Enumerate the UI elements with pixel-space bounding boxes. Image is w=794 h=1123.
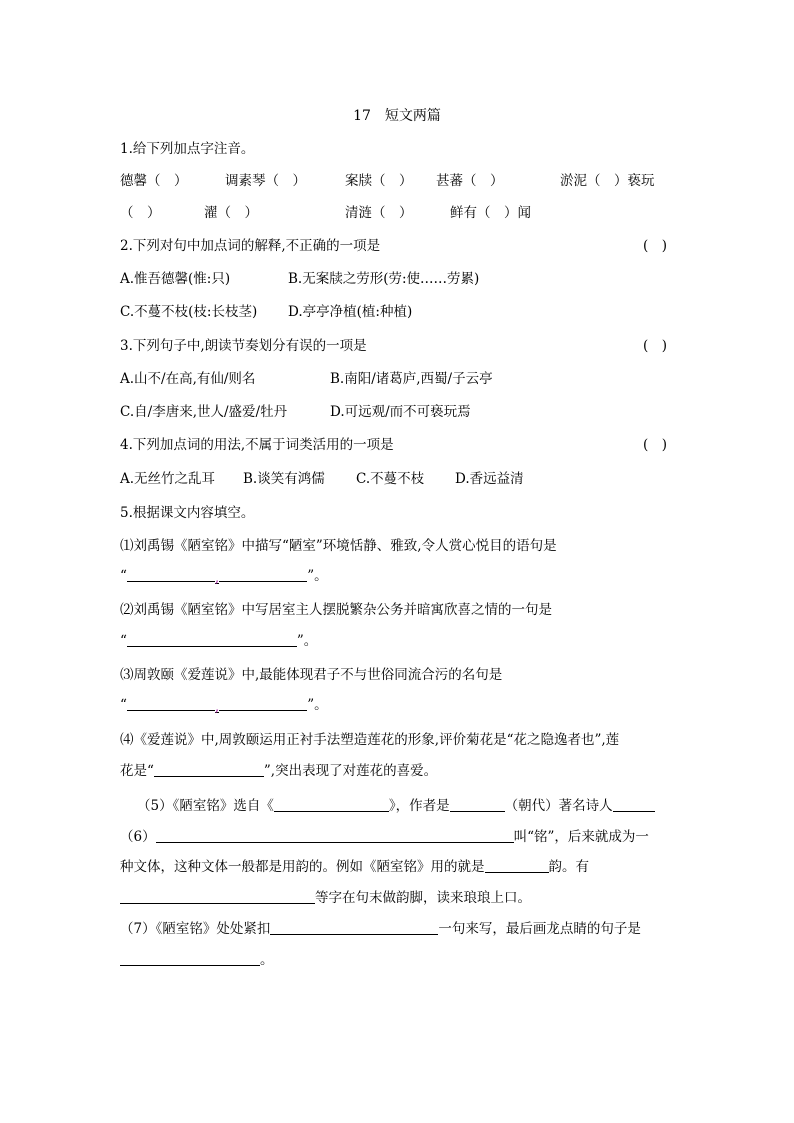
blank-line[interactable]	[154, 762, 264, 777]
blank-line[interactable]	[127, 567, 215, 582]
sub7-part-c: 。	[260, 952, 274, 968]
q3-option-c: C.自/李唐来,世人/盛爱/牡丹	[120, 404, 288, 420]
open-quote: “	[120, 697, 127, 713]
open-quote: “	[120, 633, 127, 649]
q2-option-a: A.惟吾德馨(惟:只)	[120, 271, 231, 287]
q1-stem: 1.给下列加点字注音。	[120, 141, 255, 157]
sub6-part-d: 韵。有	[548, 859, 589, 875]
q1-item-shenfan: 甚蕃（ ）	[436, 173, 504, 189]
q3-stem: 3.下列句子中,朗读节奏划分有误的一项是	[120, 338, 367, 354]
q1-item-dexin: 德馨（ ）	[120, 173, 188, 189]
blank-line[interactable]	[156, 828, 514, 843]
q4-option-c: C.不蔓不枝	[356, 471, 425, 487]
blank-line[interactable]	[219, 696, 307, 711]
q3-option-b: B.南阳/诸葛庐,西蜀/子云亭	[330, 371, 493, 387]
q5-sub6-line3	[120, 889, 531, 907]
sub4-suffix: ”,突出表现了对莲花的喜爱。	[263, 763, 438, 779]
open-quote: “	[120, 568, 127, 584]
q5-sub6-line2	[120, 858, 589, 876]
q5-sub1-answer-line	[120, 567, 328, 585]
close-quote: ”。	[307, 697, 328, 713]
q3-answer-mark: ( )	[643, 338, 668, 354]
close-quote: ”。	[296, 633, 318, 649]
blank-line[interactable]	[127, 696, 215, 711]
sub7-part-b: 一句来写，最后画龙点睛的句子是	[438, 921, 641, 937]
q3-option-a: A.山不/在高,有仙/则名	[120, 371, 256, 387]
q5-sub5-line	[137, 797, 655, 815]
blank-line[interactable]	[120, 951, 260, 966]
q1-item-qinglian: 清涟（ ）	[345, 205, 413, 221]
q4-option-d: D.香远益清	[455, 471, 524, 487]
q2-stem: 2.下列对句中加点词的解释,不正确的一项是	[120, 238, 381, 254]
q5-stem: 5.根据课文内容填空。	[120, 505, 255, 521]
sub6-part-e: 等字在句末做韵脚，读来琅琅上口。	[315, 890, 531, 906]
close-quote: ”。	[307, 568, 328, 584]
q3-option-d: D.可远观/而不可亵玩焉	[330, 404, 471, 420]
q2-option-b: B.无案牍之劳形(劳:使……劳累)	[288, 271, 480, 287]
blank-line[interactable]	[613, 797, 655, 812]
blank-line[interactable]	[127, 632, 297, 647]
q4-option-a: A.无丝竹之乱耳	[120, 471, 216, 487]
q4-stem: 4.下列加点词的用法,不属于词类活用的一项是	[120, 437, 394, 453]
q1-item-xiewan-blank: （ ）	[120, 205, 161, 221]
q4-answer-mark: ( )	[643, 437, 668, 453]
q1-item-tiaosuqin: 调素琴（ ）	[225, 173, 306, 189]
q5-sub2-text: ⑵刘禹锡《陋室铭》中写居室主人摆脱繁杂公务并暗寓欣喜之情的一句是	[120, 602, 552, 618]
blank-line[interactable]	[270, 920, 438, 935]
q1-item-andu: 案牍（ ）	[345, 173, 413, 189]
q5-sub4-text: ⑷《爱莲说》中,周敦颐运用正衬手法塑造莲花的形象,评价菊花是“花之隐逸者也”,莲	[120, 732, 620, 748]
blank-line[interactable]	[450, 797, 505, 812]
q4-option-b: B.谈笑有鸿儒	[243, 471, 325, 487]
sub5-part-a: （5）《陋室铭》选自《	[137, 798, 274, 814]
blank-line[interactable]	[219, 567, 307, 582]
sub4-prefix: 花是“	[120, 763, 154, 779]
q1-item-zhuo: 濯（ ）	[204, 205, 258, 221]
q5-sub4-answer-line	[120, 762, 437, 780]
q1-item-yuni: 淤泥（ ）亵玩	[560, 173, 655, 189]
q2-option-c: C.不蔓不枝(枝:长枝茎)	[120, 304, 258, 320]
sub7-part-a: （7）《陋室铭》处处紧扣	[120, 921, 271, 937]
blank-line[interactable]	[274, 797, 389, 812]
sub6-part-a: （6）	[120, 829, 156, 845]
page-title: 17 短文两篇	[353, 108, 441, 124]
q5-sub3-text: ⑶周敦颐《爱莲说》中,最能体现君子不与世俗同流合污的名句是	[120, 667, 503, 683]
sub5-part-c: （朝代）著名诗人	[504, 798, 613, 814]
sub5-part-b: 》，作者是	[388, 798, 450, 814]
comma-mark: ,	[214, 699, 220, 715]
q5-sub6-line1	[120, 828, 649, 846]
blank-line[interactable]	[485, 858, 549, 873]
q1-item-xianyou: 鲜有（ ）闻	[450, 205, 531, 221]
comma-mark: ,	[214, 570, 220, 586]
q5-sub7-line1	[120, 920, 641, 938]
q5-sub3-answer-line	[120, 696, 328, 714]
sub6-part-c: 种文体，这种文体一般都是用韵的。例如《陋室铭》用的就是	[120, 859, 485, 875]
q5-sub2-answer-line	[120, 632, 317, 650]
blank-line[interactable]	[120, 889, 315, 904]
q2-option-d: D.亭亭净植(植:种植)	[288, 304, 413, 320]
sub6-part-b: 叫“铭”，后来就成为一	[513, 829, 649, 845]
q2-answer-mark: ( )	[643, 238, 668, 254]
q5-sub7-line2	[120, 951, 274, 969]
q5-sub1-text: ⑴刘禹锡《陋室铭》中描写“陋室”环境恬静、雅致,令人赏心悦目的语句是	[120, 538, 557, 554]
